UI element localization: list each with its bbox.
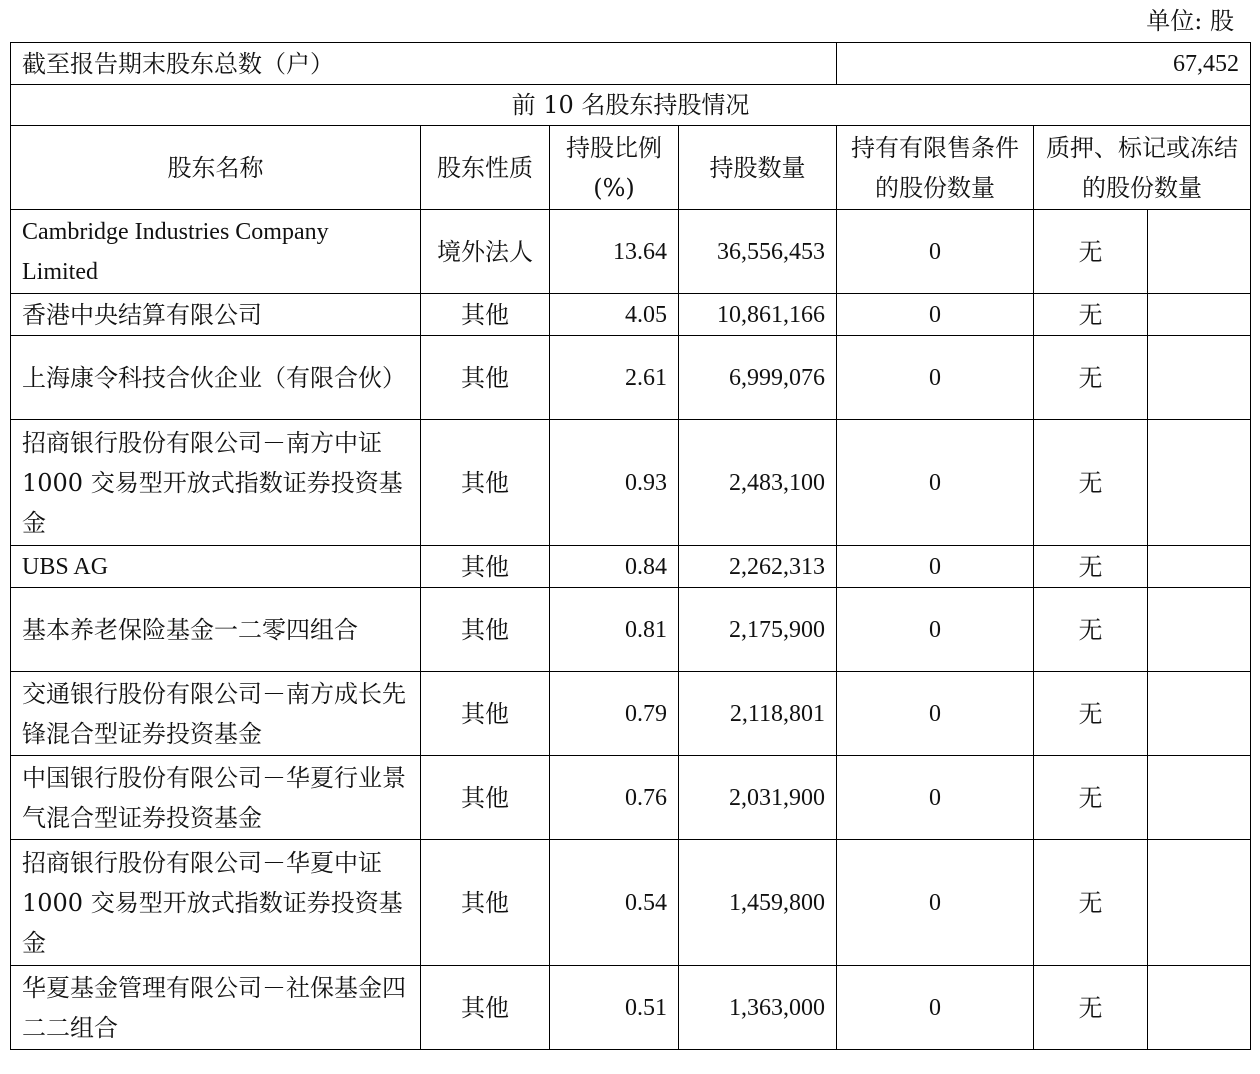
holder-restricted: 0 — [837, 588, 1034, 672]
holder-restricted: 0 — [837, 672, 1034, 756]
holder-restricted: 0 — [837, 546, 1034, 588]
holder-pledge-qty — [1148, 210, 1251, 294]
holder-shares: 2,175,900 — [679, 588, 837, 672]
section-title: 前 10 名股东持股情况 — [11, 85, 1251, 126]
holder-nature: 境外法人 — [421, 210, 550, 294]
holder-nature: 其他 — [421, 336, 550, 420]
table-row — [11, 588, 1251, 672]
holder-name: 基本养老保险基金一二零四组合 — [11, 588, 421, 672]
holder-pledge-qty — [1148, 336, 1251, 420]
holder-restricted: 0 — [837, 294, 1034, 336]
holder-nature: 其他 — [421, 294, 550, 336]
header-row — [11, 126, 1251, 210]
holder-pledge-status: 无 — [1034, 210, 1148, 294]
holder-name: 华夏基金管理有限公司－社保基金四二二组合 — [11, 966, 421, 1050]
holder-pledge-qty — [1148, 420, 1251, 546]
holder-ratio: 0.84 — [550, 546, 679, 588]
table-row — [11, 756, 1251, 840]
holder-restricted: 0 — [837, 756, 1034, 840]
header-pledge: 质押、标记或冻结的股份数量 — [1034, 126, 1251, 210]
holder-ratio: 0.81 — [550, 588, 679, 672]
holder-pledge-qty — [1148, 672, 1251, 756]
holder-nature: 其他 — [421, 966, 550, 1050]
table-row — [11, 336, 1251, 420]
summary-value: 67,452 — [837, 43, 1251, 85]
holder-ratio: 0.54 — [550, 840, 679, 966]
holder-nature: 其他 — [421, 420, 550, 546]
table-row — [11, 210, 1251, 294]
holder-restricted: 0 — [837, 336, 1034, 420]
holder-shares: 2,118,801 — [679, 672, 837, 756]
holder-shares: 10,861,166 — [679, 294, 837, 336]
holder-pledge-status: 无 — [1034, 420, 1148, 546]
holder-pledge-status: 无 — [1034, 756, 1148, 840]
section-title-row — [11, 85, 1251, 126]
holder-pledge-status: 无 — [1034, 966, 1148, 1050]
shareholders-table — [10, 42, 1251, 1050]
holder-restricted: 0 — [837, 966, 1034, 1050]
holder-ratio: 0.93 — [550, 420, 679, 546]
holder-shares: 2,031,900 — [679, 756, 837, 840]
holder-shares: 1,363,000 — [679, 966, 837, 1050]
unit-label: 单位: 股 — [1146, 7, 1234, 35]
holder-name: 招商银行股份有限公司－华夏中证 1000 交易型开放式指数证券投资基金 — [11, 840, 421, 966]
summary-row — [11, 43, 1251, 85]
header-shares: 持股数量 — [679, 126, 837, 210]
holder-ratio: 2.61 — [550, 336, 679, 420]
holder-shares: 36,556,453 — [679, 210, 837, 294]
holder-pledge-qty — [1148, 294, 1251, 336]
holder-pledge-status: 无 — [1034, 840, 1148, 966]
holder-shares: 2,262,313 — [679, 546, 837, 588]
holder-pledge-status: 无 — [1034, 588, 1148, 672]
holder-name: Cambridge Industries Company Limited — [11, 210, 421, 294]
holder-name: 交通银行股份有限公司－南方成长先锋混合型证券投资基金 — [11, 672, 421, 756]
holder-ratio: 13.64 — [550, 210, 679, 294]
table-row — [11, 420, 1251, 546]
holder-nature: 其他 — [421, 546, 550, 588]
holder-name: 上海康令科技合伙企业（有限合伙） — [11, 336, 421, 420]
holder-pledge-status: 无 — [1034, 294, 1148, 336]
holder-shares: 2,483,100 — [679, 420, 837, 546]
holder-pledge-qty — [1148, 840, 1251, 966]
holder-name: 中国银行股份有限公司－华夏行业景气混合型证券投资基金 — [11, 756, 421, 840]
holder-pledge-status: 无 — [1034, 336, 1148, 420]
holder-restricted: 0 — [837, 840, 1034, 966]
holder-pledge-qty — [1148, 756, 1251, 840]
holder-ratio: 4.05 — [550, 294, 679, 336]
holder-pledge-qty — [1148, 966, 1251, 1050]
holder-nature: 其他 — [421, 840, 550, 966]
header-restricted: 持有有限售条件的股份数量 — [837, 126, 1034, 210]
holder-pledge-status: 无 — [1034, 672, 1148, 756]
holder-name: 招商银行股份有限公司－南方中证 1000 交易型开放式指数证券投资基金 — [11, 420, 421, 546]
holder-name: 香港中央结算有限公司 — [11, 294, 421, 336]
holder-pledge-qty — [1148, 546, 1251, 588]
holder-pledge-status: 无 — [1034, 546, 1148, 588]
header-ratio: 持股比例(%) — [550, 126, 679, 210]
holder-nature: 其他 — [421, 588, 550, 672]
table-row — [11, 966, 1251, 1050]
holder-shares: 1,459,800 — [679, 840, 837, 966]
holder-restricted: 0 — [837, 420, 1034, 546]
holder-ratio: 0.76 — [550, 756, 679, 840]
holder-name: UBS AG — [11, 546, 421, 588]
holder-pledge-qty — [1148, 588, 1251, 672]
holder-nature: 其他 — [421, 672, 550, 756]
holder-ratio: 0.79 — [550, 672, 679, 756]
table-row — [11, 672, 1251, 756]
header-name: 股东名称 — [11, 126, 421, 210]
table-row — [11, 840, 1251, 966]
holder-shares: 6,999,076 — [679, 336, 837, 420]
table-row — [11, 294, 1251, 336]
holder-restricted: 0 — [837, 210, 1034, 294]
summary-label: 截至报告期末股东总数（户） — [11, 43, 837, 85]
header-nature: 股东性质 — [421, 126, 550, 210]
holder-nature: 其他 — [421, 756, 550, 840]
holder-ratio: 0.51 — [550, 966, 679, 1050]
table-row — [11, 546, 1251, 588]
